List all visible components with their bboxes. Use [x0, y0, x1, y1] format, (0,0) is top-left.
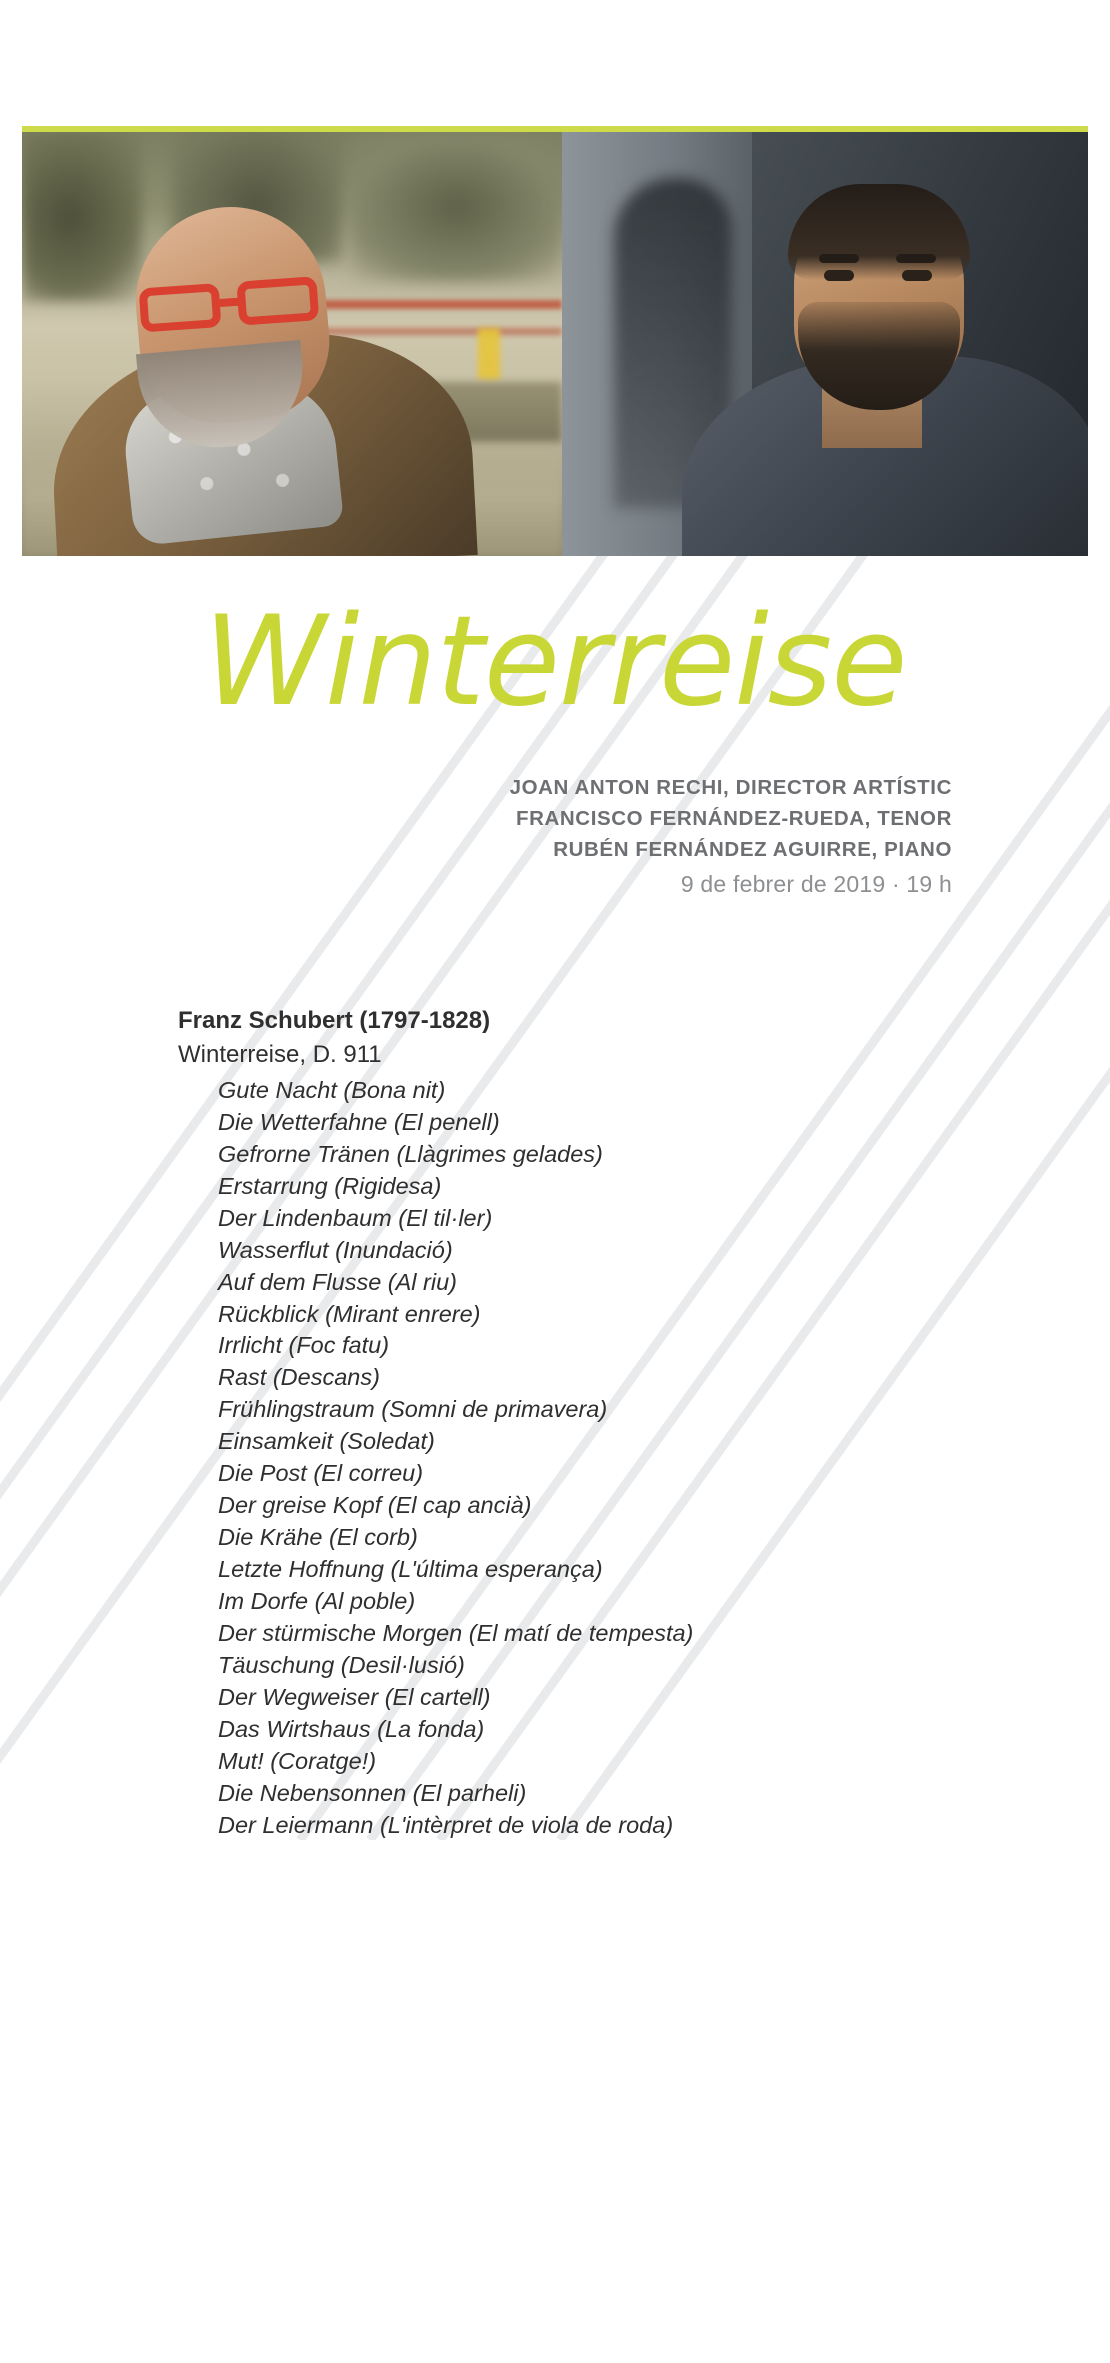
list-item: Der greise Kopf (El cap ancià)	[218, 1492, 532, 1519]
list-item: Die Wetterfahne (El penell)	[218, 1108, 500, 1135]
credits-block	[0, 772, 1110, 898]
list-item: Gute Nacht (Bona nit)	[218, 1076, 446, 1103]
list-item: Im Dorfe (Al poble)	[218, 1588, 416, 1615]
list-item: Der Wegweiser (El cartell)	[218, 1683, 491, 1710]
list-item: Die Nebensonnen (El parheli)	[218, 1779, 527, 1806]
list-item: Einsamkeit (Soledat)	[218, 1428, 435, 1455]
list-item: Der stürmische Morgen (El matí de tempesta)	[218, 1620, 694, 1647]
list-item: Frühlingstraum (Somni de primavera)	[218, 1396, 608, 1423]
list-item: Erstarrung (Rigidesa)	[218, 1172, 442, 1199]
credit-line-director: JOAN ANTON RECHI, DIRECTOR ARTÍSTIC	[509, 776, 952, 799]
list-item: Auf dem Flusse (Al riu)	[218, 1268, 457, 1295]
list-item: Gefrorne Tränen (Llàgrimes gelades)	[218, 1140, 603, 1167]
credit-line-tenor: FRANCISCO FERNÁNDEZ-RUEDA, TENOR	[515, 807, 952, 831]
header-photos	[22, 132, 1088, 556]
list-item: Die Krähe (El corb)	[218, 1524, 418, 1551]
list-item: Der Leiermann (L'intèrpret de viola de roda)	[218, 1811, 674, 1838]
list-item: Rückblick (Mirant enrere)	[218, 1300, 481, 1327]
movement-list	[0, 1075, 1110, 1842]
page-title: Winterreise	[203, 590, 907, 734]
credit-line-piano: RUBÉN FERNÁNDEZ AGUIRRE, PIANO	[553, 838, 952, 862]
list-item: Letzte Hoffnung (L'última esperança)	[218, 1556, 603, 1583]
event-date: 9 de febrer de 2019 · 19 h	[680, 871, 952, 898]
accent-bar	[22, 126, 1088, 132]
list-item: Irrlicht (Foc fatu)	[218, 1332, 390, 1359]
composer-name: Franz Schubert (1797-1828)	[178, 1007, 491, 1034]
work-title: Winterreise, D. 911	[178, 1041, 382, 1069]
list-item: Mut! (Coratge!)	[218, 1747, 377, 1774]
photo-director	[22, 132, 562, 556]
list-item: Das Wirtshaus (La fonda)	[218, 1715, 485, 1742]
photo-tenor	[562, 132, 1088, 556]
list-item: Die Post (El correu)	[218, 1460, 424, 1487]
list-item: Täuschung (Desil·lusió)	[218, 1652, 465, 1679]
list-item: Rast (Descans)	[218, 1364, 380, 1391]
list-item: Der Lindenbaum (El til·ler)	[218, 1204, 493, 1231]
program-block	[0, 1005, 1110, 1858]
list-item: Wasserflut (Inundació)	[218, 1236, 453, 1263]
